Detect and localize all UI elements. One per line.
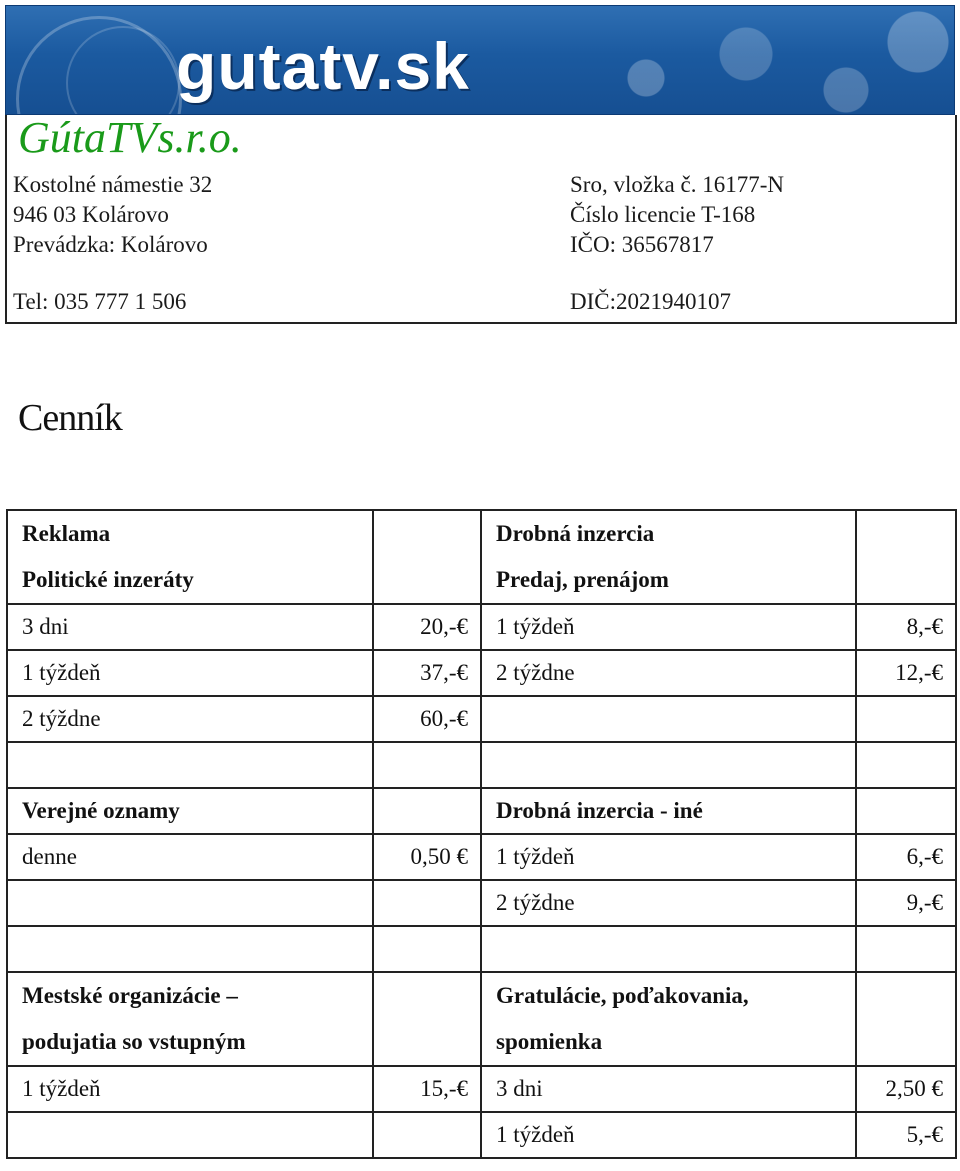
price-value: 15,-€ <box>373 1066 481 1112</box>
empty-cell <box>373 788 481 834</box>
empty-cell <box>856 972 956 1066</box>
address-branch: Prevádzka: Kolárovo <box>13 232 208 257</box>
spacer-row <box>7 742 956 788</box>
section-heading-left: Verejné oznamy <box>7 788 373 834</box>
duration-label <box>7 1112 373 1158</box>
duration-label: denne <box>7 834 373 880</box>
section-heading-row <box>7 972 956 1066</box>
duration-label <box>481 696 856 742</box>
price-row <box>7 834 956 880</box>
duration-label: 3 dni <box>481 1066 856 1112</box>
duration-label: 1 týždeň <box>481 604 856 650</box>
address-street: Kostolné námestie 32 <box>13 172 213 197</box>
header-banner <box>5 5 955 115</box>
price-row <box>7 696 956 742</box>
price-value: 37,-€ <box>373 650 481 696</box>
price-value: 12,-€ <box>856 650 956 696</box>
banner-flower-decoration <box>566 6 955 115</box>
section-heading-left: Reklama Politické inzeráty <box>7 510 373 604</box>
price-value: 8,-€ <box>856 604 956 650</box>
price-row <box>7 1112 956 1158</box>
section-heading-left: Mestské organizácie – podujatia so vstupným <box>7 972 373 1066</box>
price-value: 9,-€ <box>856 880 956 926</box>
empty-cell <box>856 788 956 834</box>
company-dic: DIČ:2021940107 <box>570 289 731 314</box>
duration-label: 2 týždne <box>481 880 856 926</box>
price-table <box>6 509 957 1159</box>
duration-label: 1 týždeň <box>7 650 373 696</box>
price-value: 2,50 € <box>856 1066 956 1112</box>
price-value <box>373 1112 481 1158</box>
page-title: Cenník <box>18 397 122 439</box>
spacer-row <box>7 926 956 972</box>
site-logo[interactable]: gutatv.sk <box>176 29 470 103</box>
duration-label: 3 dni <box>7 604 373 650</box>
duration-label: 1 týždeň <box>7 1066 373 1112</box>
price-row <box>7 604 956 650</box>
price-value: 0,50 € <box>373 834 481 880</box>
empty-cell <box>373 510 481 604</box>
price-row <box>7 650 956 696</box>
duration-label: 2 týždne <box>7 696 373 742</box>
price-value: 5,-€ <box>856 1112 956 1158</box>
duration-label <box>7 880 373 926</box>
empty-cell <box>856 510 956 604</box>
registration-number: Sro, vložka č. 16177-N <box>570 172 784 197</box>
price-value: 60,-€ <box>373 696 481 742</box>
section-heading-right: Drobná inzercia Predaj, prenájom <box>481 510 856 604</box>
price-value <box>856 696 956 742</box>
duration-label: 1 týždeň <box>481 1112 856 1158</box>
company-ico: IČO: 36567817 <box>570 232 714 257</box>
empty-cell <box>373 972 481 1066</box>
duration-label: 2 týždne <box>481 650 856 696</box>
license-number: Číslo licencie T-168 <box>570 202 756 227</box>
section-heading-right: Drobná inzercia - iné <box>481 788 856 834</box>
duration-label: 1 týždeň <box>481 834 856 880</box>
company-name: GútaTVs.r.o. <box>18 113 242 162</box>
section-heading-right: Gratulácie, poďakovania, spomienka <box>481 972 856 1066</box>
price-value <box>373 880 481 926</box>
price-row <box>7 1066 956 1112</box>
phone-number: Tel: 035 777 1 506 <box>13 289 187 314</box>
section-heading-row <box>7 788 956 834</box>
section-heading-row <box>7 510 956 604</box>
price-value: 6,-€ <box>856 834 956 880</box>
price-value: 20,-€ <box>373 604 481 650</box>
address-city: 946 03 Kolárovo <box>13 202 169 227</box>
price-row <box>7 880 956 926</box>
